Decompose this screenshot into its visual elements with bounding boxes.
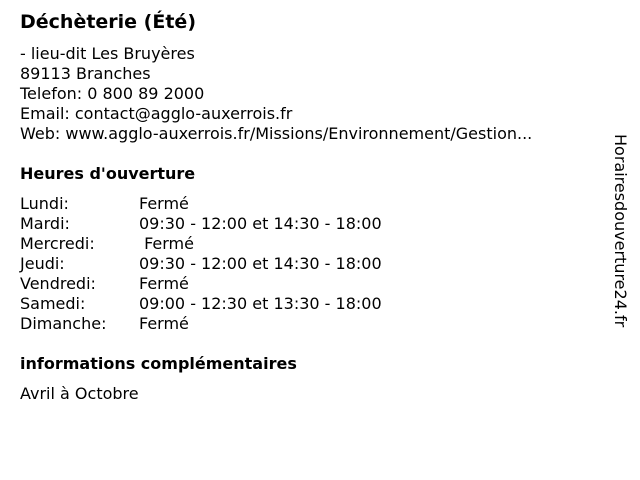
address-street: - lieu-dit Les Bruyères <box>20 44 195 63</box>
address-city: 89113 Branches <box>20 64 151 83</box>
hours-value: Fermé <box>139 194 189 213</box>
info-heading: informations complémentaires <box>20 354 297 373</box>
day-label: Samedi: <box>20 294 86 313</box>
opening-hours-table <box>20 194 382 334</box>
day-label: Mardi: <box>20 214 70 233</box>
hours-value: Fermé <box>139 234 194 253</box>
hours-value: 09:00 - 12:30 et 13:30 - 18:00 <box>139 294 382 313</box>
day-label: Jeudi: <box>20 254 65 273</box>
hours-row-tuesday <box>20 214 382 234</box>
hours-row-monday <box>20 194 382 214</box>
hours-row-wednesday <box>20 234 382 254</box>
day-label: Dimanche: <box>20 314 107 333</box>
hours-value: 09:30 - 12:00 et 14:30 - 18:00 <box>139 214 382 233</box>
hours-heading: Heures d'ouverture <box>20 164 196 183</box>
day-label: Vendredi: <box>20 274 96 293</box>
address-phone: Telefon: 0 800 89 2000 <box>20 84 205 103</box>
hours-value: Fermé <box>139 314 189 333</box>
address-web: Web: www.agglo-auxerrois.fr/Missions/Environnement/Gestion... <box>20 124 533 143</box>
hours-value: 09:30 - 12:00 et 14:30 - 18:00 <box>139 254 382 273</box>
hours-row-thursday <box>20 254 382 274</box>
page-title: Déchèterie (Été) <box>20 11 197 33</box>
address-block <box>20 44 532 144</box>
hours-row-friday <box>20 274 382 294</box>
day-label: Lundi: <box>20 194 69 213</box>
site-watermark: Horairesdouverture24.fr <box>611 134 630 328</box>
hours-row-saturday <box>20 294 382 314</box>
info-text: Avril à Octobre <box>20 384 139 403</box>
hours-value: Fermé <box>139 274 189 293</box>
address-email: Email: contact@agglo-auxerrois.fr <box>20 104 293 123</box>
hours-row-sunday <box>20 314 382 334</box>
day-label: Mercredi: <box>20 234 95 253</box>
